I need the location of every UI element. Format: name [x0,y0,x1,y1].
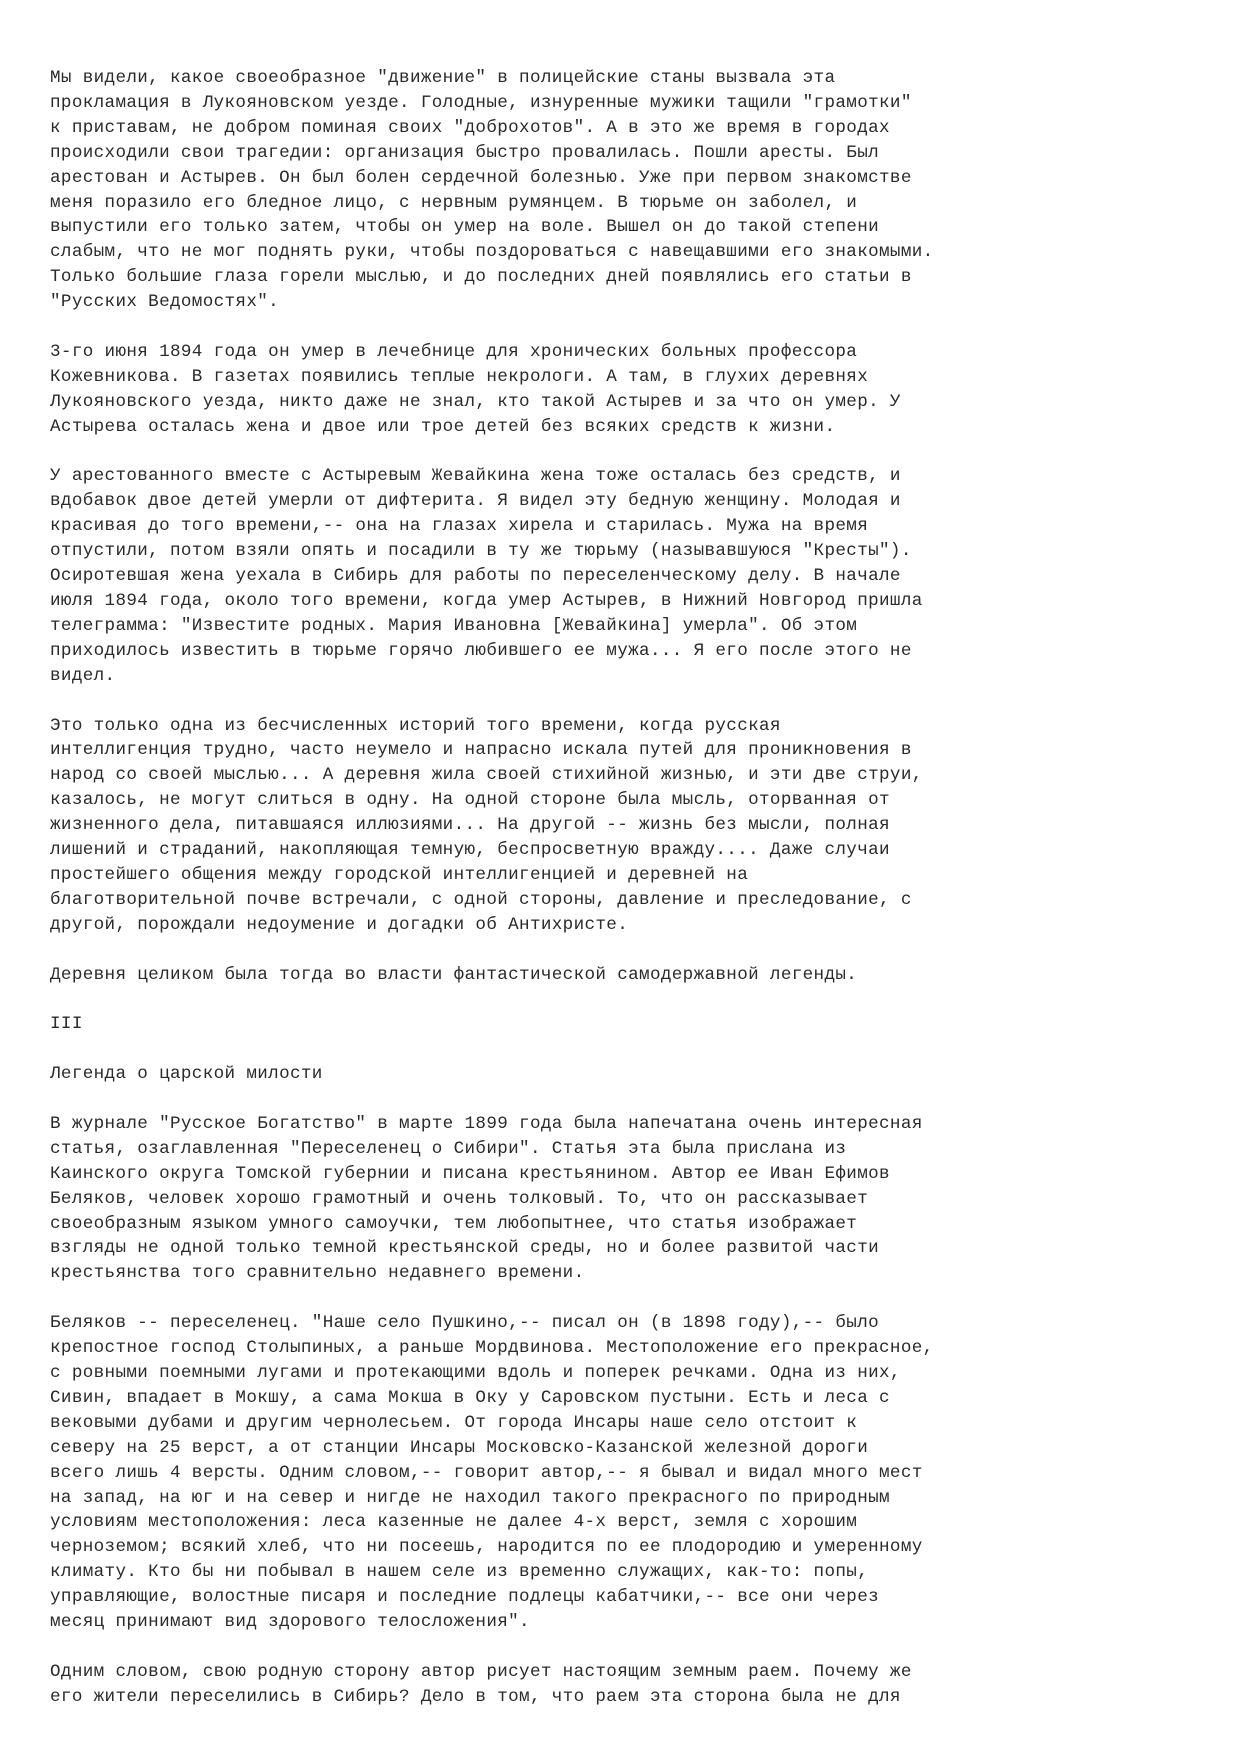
paragraph-astyrev-death: 3-го июня 1894 года он умер в лечебнице для хронических больных профессора Кожевникова. В газетах появились теплые некрологи. А там, в глухих деревнях Лукояновского уезда, никто даже не знал, кто такой Астырев и за что он умер. У Астырева осталась жена и двое или трое детей без всяких средств к жизни. [50,341,901,437]
paragraph-intelligentsia: Это только одна из бесчисленных историй того времени, когда русская интеллигенция трудно, часто неумело и напрасно искала путей для проникновения в народ со своей мыслью... А деревня жила своей стихийной жизнью, и эти две струи, казалось, не могут слиться в одну. На одной стороне была мысль, оторванная от жизненного дела, питавшаяся иллюзиями... На другой -- жизнь без мысли, полная лишений и страданий, накопляющая темную, беспросветную вражду.... Даже случаи простейшего общения между городской интеллигенцией и деревней на благотворительной почве встречали, с одной стороны, давление и преследование, с другой, порождали недоумение и догадки об Антихристе. [50,715,923,935]
document-page [50,66,1210,1710]
paragraph-gap [50,440,1210,465]
paragraph-astyrev-arrest: Мы видели, какое своеобразное "движение" в полицейские станы вызвала эта прокламация в Лукояновском уезде. Голодные, изнуренные мужики тащили "грамотки" к приставам, не добром поминая своих "доброхотов". А в это же время в городах происходили свои трагедии: организация быстро провалилась. Пошли аресты. Был арестован и Астырев. Он был болен сердечной болезнью. Уже при первом знакомстве меня поразило его бледное лицо, с нервным румянцем. В тюрьме он заболел, и выпустили его только затем, чтобы он умер на воле. Вышел он до такой степени слабым, что не мог поднять руки, чтобы поздороваться с навещавшими его знакомыми. Только большие глаза горели мыслью, и до последних дней появлялись его статьи в "Русских Ведомостях". [50,68,934,313]
paragraph-earthly-paradise: Одним словом, свою родную сторону автор рисует настоящим земным раем. Почему же его жители переселились в Сибирь? Дело в том, что раем эта сторона была не для [50,1661,912,1707]
paragraph-gap [50,689,1210,714]
paragraph-belyakov-quote: Беляков -- переселенец. "Наше село Пушкино,-- писал он (в 1898 году),-- было крепостное господ Столыпиных, а раньше Мордвинова. Местоположение его прекрасное, с ровными поемными лугами и протекающими вдоль и поперек речками. Одна из них, Сивин, впадает в Мокшу, а сама Мокша в Оку у Саровском пустыни. Есть и леса с вековыми дубами и другим чернолесьем. От города Инсары наше село отстоит к северу на 25 верст, а от станции Инсары Московско-Казанской железной дороги всего лишь 4 версты. Одним словом,-- говорит автор,-- я бывал и видал много мест на запад, на юг и на север и нигде не находил такого прекрасного по природным условиям местоположения: леса казенные не далее 4-х верст, земля с хорошим черноземом; всякий хлеб, что ни посеешь, народится по ее плодородию и умеренному климату. Кто бы ни побывал в нашем селе из временно служащих, как-то: попы, управляющие, волостные писаря и последние подлецы кабатчики,-- все они через месяц принимают вид здорового телосложения". [50,1313,934,1633]
paragraph-gap [50,938,1210,963]
paragraph-zhevaykin: У арестованного вместе с Астыревым Жевайкина жена тоже осталась без средств, и вдобавок двое детей умерли от дифтерита. Я видел эту бедную женщину. Молодая и красивая до того времени,-- она на глазах хирела и старилась. Мужа на время отпустили, потом взяли опять и посадили в ту же тюрьму (называвшуюся "Кресты"). Осиротевшая жена уехала в Сибирь для работы по переселенческому делу. В начале июля 1894 года, около того времени, когда умер Астырев, в Нижний Новгород пришла телеграмма: "Известите родных. Мария Ивановна [Жевайкина] умерла". Об этом приходилось известить в тюрьме горячо любившего ее мужа... Я его после этого не видел. [50,466,923,686]
chapter-number: III [50,1014,83,1035]
paragraph-gap [50,1286,1210,1311]
paragraph-village-legend: Деревня целиком была тогда во власти фантастической самодержавной легенды. [50,964,858,985]
paragraph-gap [50,987,1210,1012]
chapter-title: Легенда о царской милости [50,1064,323,1085]
paragraph-gap [50,315,1210,340]
paragraph-gap [50,1037,1210,1062]
paragraph-gap [50,1635,1210,1660]
paragraph-gap [50,1087,1210,1112]
paragraph-russkoe-bogatstvo: В журнале "Русское Богатство" в марте 1899 года была напечатана очень интересная статья, озаглавленная "Переселенец о Сибири". Статья эта была прислана из Каинского округа Томской губернии и писана крестьянином. Автор ее Иван Ефимов Беляков, человек хорошо грамотный и очень толковый. То, что он рассказывает своеобразным языком умного самоучки, тем любопытнее, что статья изображает взгляды не одной только темной крестьянской среды, но и более развитой части крестьянства того сравнительно недавнего времени. [50,1113,923,1284]
